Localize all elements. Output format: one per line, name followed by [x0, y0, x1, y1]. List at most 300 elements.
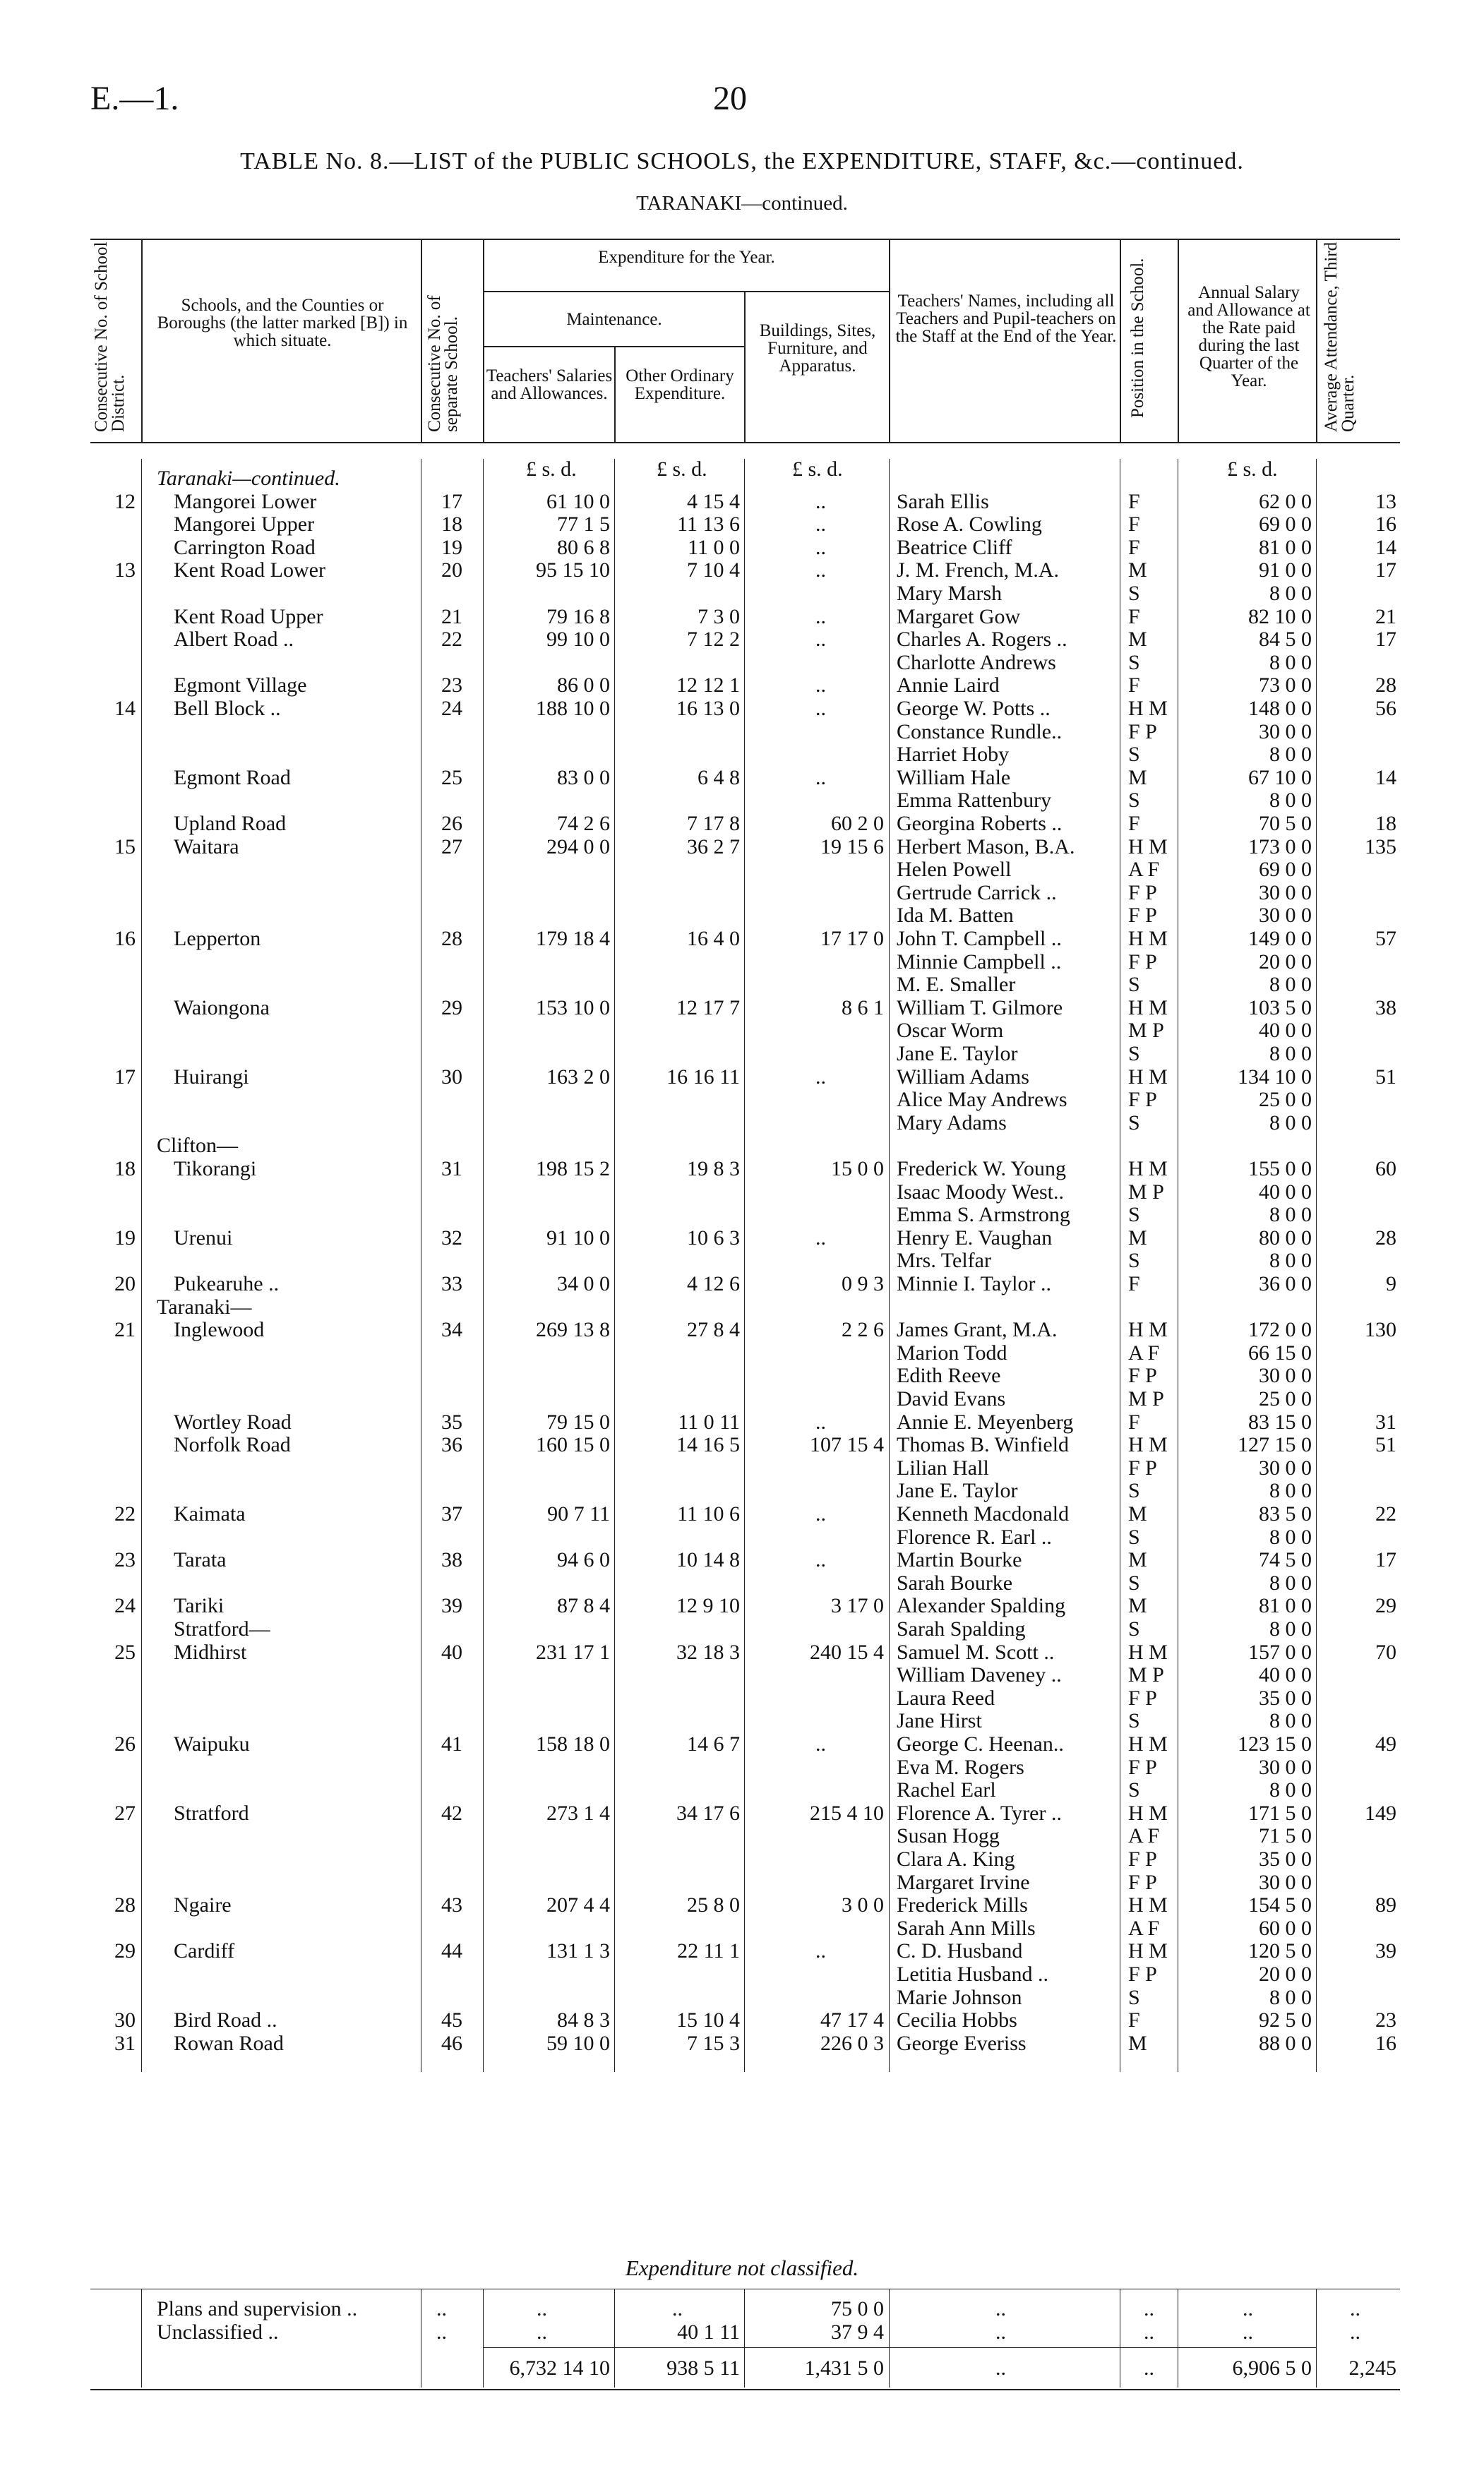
table-title: TABLE No. 8.—LIST of the PUBLIC SCHOOLS, the EXPENDITURE, STAFF, &c.—continued.: [240, 148, 1244, 174]
cell-bld: 3 0 0: [842, 1893, 884, 1917]
cell-pos: S: [1128, 1709, 1140, 1733]
cell-oth: 4 15 4: [687, 489, 740, 513]
cell-pos: M: [1128, 1594, 1147, 1618]
cell-ann: 8 0 0: [1269, 1249, 1312, 1273]
col-divider-8: [1178, 239, 1179, 443]
cell-teacher: Georgina Roberts ..: [897, 812, 1063, 835]
col-divider-5: [744, 291, 746, 443]
cell-pos: F P: [1128, 1088, 1157, 1112]
cell-oth: 7 3 0: [698, 604, 740, 628]
cell-school: Waiongona: [174, 995, 270, 1019]
cell-pos: F P: [1128, 950, 1157, 974]
footer-unclass-dots2: ..: [537, 2320, 547, 2344]
cell-school: Tikorangi: [174, 1157, 257, 1180]
footer-total-att: 2,245: [1348, 2356, 1396, 2380]
cell-teacher: Annie E. Meyenberg: [897, 1410, 1074, 1434]
cell-att: 17: [1375, 558, 1396, 582]
cell-pos: F P: [1128, 1686, 1157, 1710]
cell-bld: 8 6 1: [842, 995, 884, 1019]
table-row: [0, 1250, 1484, 1272]
cell-ann: 81 0 0: [1259, 535, 1312, 559]
cell-oth: 11 0 0: [688, 535, 740, 559]
cell-pos: A F: [1128, 1824, 1160, 1848]
header-school-no: Consecutive No. of separate School.: [425, 295, 461, 432]
cell-ann: 20 0 0: [1259, 1963, 1312, 1986]
cell-ann: 157 0 0: [1248, 1640, 1312, 1664]
cell-sno: 23: [441, 673, 462, 697]
cell-pos: F: [1128, 489, 1140, 513]
cell-sal: 80 6 8: [557, 535, 610, 559]
cell-ann: 25 0 0: [1259, 1088, 1312, 1112]
cell-pos: H M: [1128, 1893, 1168, 1917]
cell-teacher: William T. Gilmore: [897, 995, 1063, 1019]
cell-dist: 19: [114, 1226, 136, 1250]
cell-school: Rowan Road: [174, 2031, 284, 2055]
table-row: [0, 1457, 1484, 1480]
cell-pos: F P: [1128, 880, 1157, 904]
cell-bld: 2 2 6: [842, 1318, 884, 1342]
cell-ann: 8 0 0: [1269, 1571, 1312, 1595]
footer-unclass-label: Unclassified ..: [157, 2320, 279, 2344]
cell-school: Mangorei Lower: [174, 489, 317, 513]
cell-bld: 47 17 4: [820, 2008, 884, 2032]
cell-school: Pukearuhe ..: [174, 1272, 280, 1295]
cell-bld: 19 15 6: [820, 834, 884, 858]
cell-teacher: Martin Bourke: [897, 1548, 1022, 1572]
cell-pos: A F: [1128, 858, 1160, 882]
cell-teacher: Florence A. Tyrer ..: [897, 1801, 1062, 1825]
cell-pos: F: [1128, 1272, 1140, 1295]
cell-oth: 10 6 3: [687, 1226, 740, 1250]
cell-oth: 14 6 7: [687, 1732, 740, 1756]
cell-oth: 12 9 10: [676, 1594, 740, 1618]
table-row: [0, 1572, 1484, 1595]
cell-ann: 155 0 0: [1248, 1157, 1312, 1180]
maintenance-sub-rule: [483, 346, 744, 347]
cell-pos: M P: [1128, 1387, 1164, 1410]
cell-att: 57: [1375, 927, 1396, 950]
cell-ann: 8 0 0: [1269, 1617, 1312, 1641]
cell-school: Egmont Village: [174, 673, 307, 697]
cell-ann: 60 0 0: [1259, 1916, 1312, 1940]
cell-sal: 273 1 4: [546, 1801, 610, 1825]
cell-teacher: Thomas B. Winfield: [897, 1433, 1070, 1457]
cell-ann: 30 0 0: [1259, 1364, 1312, 1388]
cell-teacher: Gertrude Carrick ..: [897, 880, 1057, 904]
cell-teacher: Emma Rattenbury: [897, 789, 1052, 813]
cell-teacher: J. M. French, M.A.: [897, 558, 1059, 582]
footer-plans-dots6: ..: [1243, 2297, 1253, 2320]
table-subtitle: TARANAKI—continued.: [636, 192, 848, 215]
cell-oth: 34 17 6: [676, 1801, 740, 1825]
cell-pos: F P: [1128, 719, 1157, 743]
cell-teacher: Annie Laird: [897, 673, 1000, 697]
cell-dist: 28: [114, 1893, 136, 1917]
cell-ann: 8 0 0: [1269, 973, 1312, 997]
cell-att: 22: [1375, 1502, 1396, 1526]
cell-teacher: Frederick W. Young: [897, 1157, 1067, 1180]
cell-att: 23: [1375, 2008, 1396, 2032]
table-row: [0, 813, 1484, 835]
cell-oth: 12 17 7: [676, 995, 740, 1019]
cell-dist: 17: [114, 1065, 136, 1089]
cell-att: 28: [1375, 1226, 1396, 1250]
footer-rule-3: [483, 2289, 484, 2388]
cell-pos: F: [1128, 2008, 1140, 2032]
cell-att: 49: [1375, 1732, 1396, 1756]
cell-sal: 269 13 8: [536, 1318, 610, 1342]
table-row: [0, 997, 1484, 1019]
cell-bld: 60 2 0: [831, 812, 884, 835]
cell-sno: 45: [441, 2008, 462, 2032]
cell-teacher: Charles A. Rogers ..: [897, 628, 1067, 652]
table-row: [0, 1134, 1484, 1157]
header-maintenance: Maintenance.: [566, 310, 662, 329]
cell-bld: ..: [815, 1939, 826, 1963]
cell-att: 18: [1375, 812, 1396, 835]
cell-ann: 8 0 0: [1269, 1985, 1312, 2009]
header-position: Position in the School.: [1128, 258, 1147, 418]
cell-dist: 15: [114, 834, 136, 858]
cell-ann: 92 5 0: [1259, 2008, 1312, 2032]
cell-pos: S: [1128, 1985, 1140, 2009]
table-row: [0, 1503, 1484, 1526]
cell-pos: S: [1128, 1479, 1140, 1503]
col-divider-2: [421, 239, 422, 443]
footer-unclass-dots6: ..: [1350, 2320, 1360, 2344]
cell-att: 17: [1375, 628, 1396, 652]
cell-ann: 154 5 0: [1248, 1893, 1312, 1917]
cell-school: Mangorei Upper: [174, 513, 315, 537]
cell-bld: ..: [815, 673, 826, 697]
cell-ann: 8 0 0: [1269, 582, 1312, 605]
cell-ann: 82 10 0: [1248, 604, 1312, 628]
cell-ann: 91 0 0: [1259, 558, 1312, 582]
table-row: [0, 1296, 1484, 1319]
cell-ann: 35 0 0: [1259, 1847, 1312, 1871]
cell-teacher: Mary Adams: [897, 1110, 1007, 1134]
cell-dist: 26: [114, 1732, 136, 1756]
cell-ann: 8 0 0: [1269, 1479, 1312, 1503]
col-divider-1: [141, 239, 143, 443]
cell-bld: ..: [815, 558, 826, 582]
table-row: [0, 1089, 1484, 1111]
cell-oth: 16 13 0: [676, 697, 740, 720]
table-row: [0, 951, 1484, 974]
cell-ann: 88 0 0: [1259, 2031, 1312, 2055]
cell-teacher: James Grant, M.A.: [897, 1318, 1058, 1342]
cell-ann: 70 5 0: [1259, 812, 1312, 835]
cell-bld: 15 0 0: [831, 1157, 884, 1180]
cell-sno: 32: [441, 1226, 462, 1250]
cell-school: Tariki: [174, 1594, 225, 1618]
cell-sno: 33: [441, 1272, 462, 1295]
cell-ann: 30 0 0: [1259, 1755, 1312, 1779]
cell-school: Waipuku: [174, 1732, 250, 1756]
col-divider-7: [1120, 239, 1121, 443]
footer-unclass-dots1: ..: [436, 2320, 447, 2344]
cell-pos: H M: [1128, 1433, 1168, 1457]
cell-teacher: Marion Todd: [897, 1341, 1007, 1365]
cell-att: 149: [1365, 1801, 1396, 1825]
cell-oth: 22 11 1: [677, 1939, 740, 1963]
header-salaries: Teachers' Salaries and Allowances.: [486, 366, 613, 403]
cell-sno: 29: [441, 995, 462, 1019]
cell-pos: S: [1128, 743, 1140, 767]
cell-pos: S: [1128, 1571, 1140, 1595]
footer-rule-1: [141, 2289, 142, 2388]
cell-school: Taranaki—continued.: [157, 467, 340, 490]
cell-teacher: Kenneth Macdonald: [897, 1502, 1070, 1526]
cell-sal: 294 0 0: [546, 834, 610, 858]
cell-sal: 90 7 11: [547, 1502, 610, 1526]
cell-bld: ..: [815, 513, 826, 537]
cell-ann: 83 5 0: [1259, 1502, 1312, 1526]
cell-att: 38: [1375, 995, 1396, 1019]
table-row: [0, 1710, 1484, 1732]
cell-school: Waitara: [174, 834, 239, 858]
cell-ann: 8 0 0: [1269, 1203, 1312, 1227]
page-ref: E.—1.: [90, 80, 179, 117]
cell-teacher: Clara A. King: [897, 1847, 1015, 1871]
cell-sno: 21: [441, 604, 462, 628]
cell-ann: 30 0 0: [1259, 1456, 1312, 1480]
cell-ann: 80 0 0: [1259, 1226, 1312, 1250]
cell-att: 13: [1375, 489, 1396, 513]
footer-unclass-dots3: ..: [995, 2320, 1006, 2344]
cell-sno: 17: [441, 489, 462, 513]
cell-att: 130: [1365, 1318, 1396, 1342]
table-row: [0, 1434, 1484, 1456]
table-row: [0, 697, 1484, 720]
cell-oth: 19 8 3: [687, 1157, 740, 1180]
cell-pos: S: [1128, 1042, 1140, 1065]
cell-sal: 59 10 0: [546, 2031, 610, 2055]
table-row: [0, 1480, 1484, 1502]
table-row: [0, 1595, 1484, 1617]
header-school: Schools, and the Counties or Boroughs (the latter marked [B]) in which situate.: [157, 296, 408, 350]
cell-pos: S: [1128, 1525, 1140, 1549]
header-other: Other Ordinary Expenditure.: [626, 366, 734, 403]
col-divider-9: [1316, 239, 1317, 443]
table-row: [0, 974, 1484, 996]
cell-sal: 131 1 3: [546, 1939, 610, 1963]
table-row: [0, 836, 1484, 858]
table-row: [0, 1963, 1484, 1986]
cell-ann: 69 0 0: [1259, 858, 1312, 882]
cell-sal: 207 4 4: [546, 1893, 610, 1917]
cell-pos: H M: [1128, 1065, 1168, 1089]
cell-pos: M: [1128, 765, 1147, 789]
cell-sal: 79 16 8: [546, 604, 610, 628]
cell-ann: 8 0 0: [1269, 1778, 1312, 1802]
cell-oth: 7 10 4: [687, 558, 740, 582]
cell-bld: 107 15 4: [810, 1433, 884, 1457]
cell-teacher: Sarah Bourke: [897, 1571, 1013, 1595]
cell-teacher: Sarah Spalding: [897, 1617, 1026, 1641]
footer-unclass-dots4: ..: [1144, 2320, 1154, 2344]
cell-pos: F P: [1128, 1963, 1157, 1986]
cell-teacher: Eva M. Rogers: [897, 1755, 1024, 1779]
table-row: [0, 1158, 1484, 1180]
cell-pos: F: [1128, 812, 1140, 835]
cell-school: Egmont Road: [174, 765, 291, 789]
cell-teacher: Marie Johnson: [897, 1985, 1022, 2009]
cell-sno: 37: [441, 1502, 462, 1526]
table-row: [0, 1342, 1484, 1365]
cell-teacher: Jane E. Taylor: [897, 1042, 1018, 1065]
cell-sal: 163 2 0: [546, 1065, 610, 1089]
cell-ann: 35 0 0: [1259, 1686, 1312, 1710]
cell-teacher: Harriet Hoby: [897, 743, 1010, 767]
cell-att: 135: [1365, 834, 1396, 858]
footer-rule-4: [614, 2289, 615, 2388]
cell-teacher: Sarah Ann Mills: [897, 1916, 1036, 1940]
table-row: [0, 1779, 1484, 1802]
cell-bld: ..: [815, 1732, 826, 1756]
cell-oth: 6 4 8: [698, 765, 740, 789]
cell-school: Norfolk Road: [174, 1433, 291, 1457]
cell-teacher: Minnie Campbell ..: [897, 950, 1062, 974]
cell-dist: 30: [114, 2008, 136, 2032]
footer-total-dots2: ..: [1144, 2356, 1154, 2380]
cell-pos: S: [1128, 1617, 1140, 1641]
cell-sno: 44: [441, 1939, 462, 1963]
cell-ann: 84 5 0: [1259, 628, 1312, 652]
cell-pos: M: [1128, 1548, 1147, 1572]
cell-school: Ngaire: [174, 1893, 232, 1917]
cell-pos: S: [1128, 650, 1140, 674]
cell-bld: ..: [815, 1410, 826, 1434]
cell-sal: 94 6 0: [557, 1548, 610, 1572]
cell-sno: 39: [441, 1594, 462, 1618]
cell-pos: F P: [1128, 1456, 1157, 1480]
cell-bld: 215 4 10: [810, 1801, 884, 1825]
cell-dist: 21: [114, 1318, 136, 1342]
cell-pos: S: [1128, 1110, 1140, 1134]
cell-ann: 36 0 0: [1259, 1272, 1312, 1295]
cell-pos: F: [1128, 513, 1140, 537]
table-row: [0, 1618, 1484, 1641]
cell-oth: 10 14 8: [676, 1548, 740, 1572]
table-row: [0, 606, 1484, 628]
cell-teacher: George Everiss: [897, 2031, 1027, 2055]
col-divider-6: [889, 239, 890, 443]
header-salary: Annual Salary and Allowance at the Rate paid during the last Quarter of the Year.: [1187, 283, 1310, 390]
cell-pos: A F: [1128, 1916, 1160, 1940]
cell-pos: S: [1128, 1249, 1140, 1273]
cell-ann: 8 0 0: [1269, 1110, 1312, 1134]
cell-pos: S: [1128, 973, 1140, 997]
table-row: [0, 537, 1484, 559]
cell-sno: 20: [441, 558, 462, 582]
table-row: [0, 858, 1484, 881]
footer-plans-dots4: ..: [995, 2297, 1006, 2320]
cell-sno: 18: [441, 513, 462, 537]
cell-school: Wortley Road: [174, 1410, 292, 1434]
table-row: [0, 582, 1484, 605]
cell-teacher: Letitia Husband ..: [897, 1963, 1048, 1986]
cell-sno: 28: [441, 927, 462, 950]
cell-teacher: Alice May Andrews: [897, 1088, 1067, 1112]
cell-ann: 67 10 0: [1248, 765, 1312, 789]
cell-dist: 18: [114, 1157, 136, 1180]
cell-oth: 16 4 0: [687, 927, 740, 950]
footer-total-sal: 6,732 14 10: [509, 2356, 610, 2380]
cell-teacher: Susan Hogg: [897, 1824, 1000, 1848]
cell-ann: 74 5 0: [1259, 1548, 1312, 1572]
cell-att: 60: [1375, 1157, 1396, 1180]
cell-dist: 24: [114, 1594, 136, 1618]
cell-sal: 153 10 0: [536, 995, 610, 1019]
table-row: [0, 1894, 1484, 1917]
cell-oth: 11 13 6: [677, 513, 740, 537]
cell-teacher: Laura Reed: [897, 1686, 995, 1710]
footer-rule-5: [744, 2289, 745, 2388]
lsd-salaries: £ s. d.: [526, 457, 577, 481]
header-teachers: Teachers' Names, including all Teachers and Pupil-teachers on the Staff at the End of the Year.: [895, 292, 1117, 346]
footer-plans-dots2: ..: [537, 2297, 547, 2320]
header-expenditure: Expenditure for the Year.: [598, 248, 775, 267]
table-row: [0, 1066, 1484, 1089]
cell-sal: 84 8 3: [557, 2008, 610, 2032]
table-row: [0, 652, 1484, 674]
cell-teacher: Mary Marsh: [897, 582, 1003, 605]
cell-teacher: C. D. Husband: [897, 1939, 1023, 1963]
table-row: [0, 1687, 1484, 1710]
cell-att: 9: [1386, 1272, 1396, 1295]
cell-pos: F: [1128, 1410, 1140, 1434]
cell-teacher: Herbert Mason, B.A.: [897, 834, 1075, 858]
table-row: [0, 1365, 1484, 1387]
cell-sal: 61 10 0: [546, 489, 610, 513]
cell-pos: S: [1128, 1778, 1140, 1802]
header-district-no: Consecutive No. of School District.: [92, 241, 128, 432]
cell-sal: 179 18 4: [536, 927, 610, 950]
cell-dist: 29: [114, 1939, 136, 1963]
cell-school: Carrington Road: [174, 535, 316, 559]
cell-sno: 43: [441, 1893, 462, 1917]
cell-ann: 103 5 0: [1248, 995, 1312, 1019]
cell-pos: F P: [1128, 1847, 1157, 1871]
cell-teacher: Minnie I. Taylor ..: [897, 1272, 1051, 1295]
cell-oth: 7 17 8: [687, 812, 740, 835]
table-row: [0, 1227, 1484, 1250]
cell-pos: M P: [1128, 1019, 1164, 1043]
footer-unclass-bld: 37 9 4: [831, 2320, 884, 2344]
cell-sno: 19: [441, 535, 462, 559]
cell-oth: 25 8 0: [687, 1893, 740, 1917]
cell-pos: S: [1128, 789, 1140, 813]
cell-pos: M: [1128, 628, 1147, 652]
table-row: [0, 904, 1484, 927]
cell-ann: 8 0 0: [1269, 789, 1312, 813]
cell-teacher: Alexander Spalding: [897, 1594, 1066, 1618]
cell-bld: 17 17 0: [820, 927, 884, 950]
cell-dist: 20: [114, 1272, 136, 1295]
cell-school: Urenui: [174, 1226, 233, 1250]
cell-teacher: Margaret Irvine: [897, 1870, 1030, 1894]
cell-att: 28: [1375, 673, 1396, 697]
cell-sno: 26: [441, 812, 462, 835]
table-row: [0, 674, 1484, 697]
cell-pos: F P: [1128, 1870, 1157, 1894]
footer-unclass-dots5: ..: [1243, 2320, 1253, 2344]
table-row: [0, 1273, 1484, 1295]
cell-att: 16: [1375, 2031, 1396, 2055]
cell-dist: 22: [114, 1502, 136, 1526]
cell-att: 14: [1375, 535, 1396, 559]
